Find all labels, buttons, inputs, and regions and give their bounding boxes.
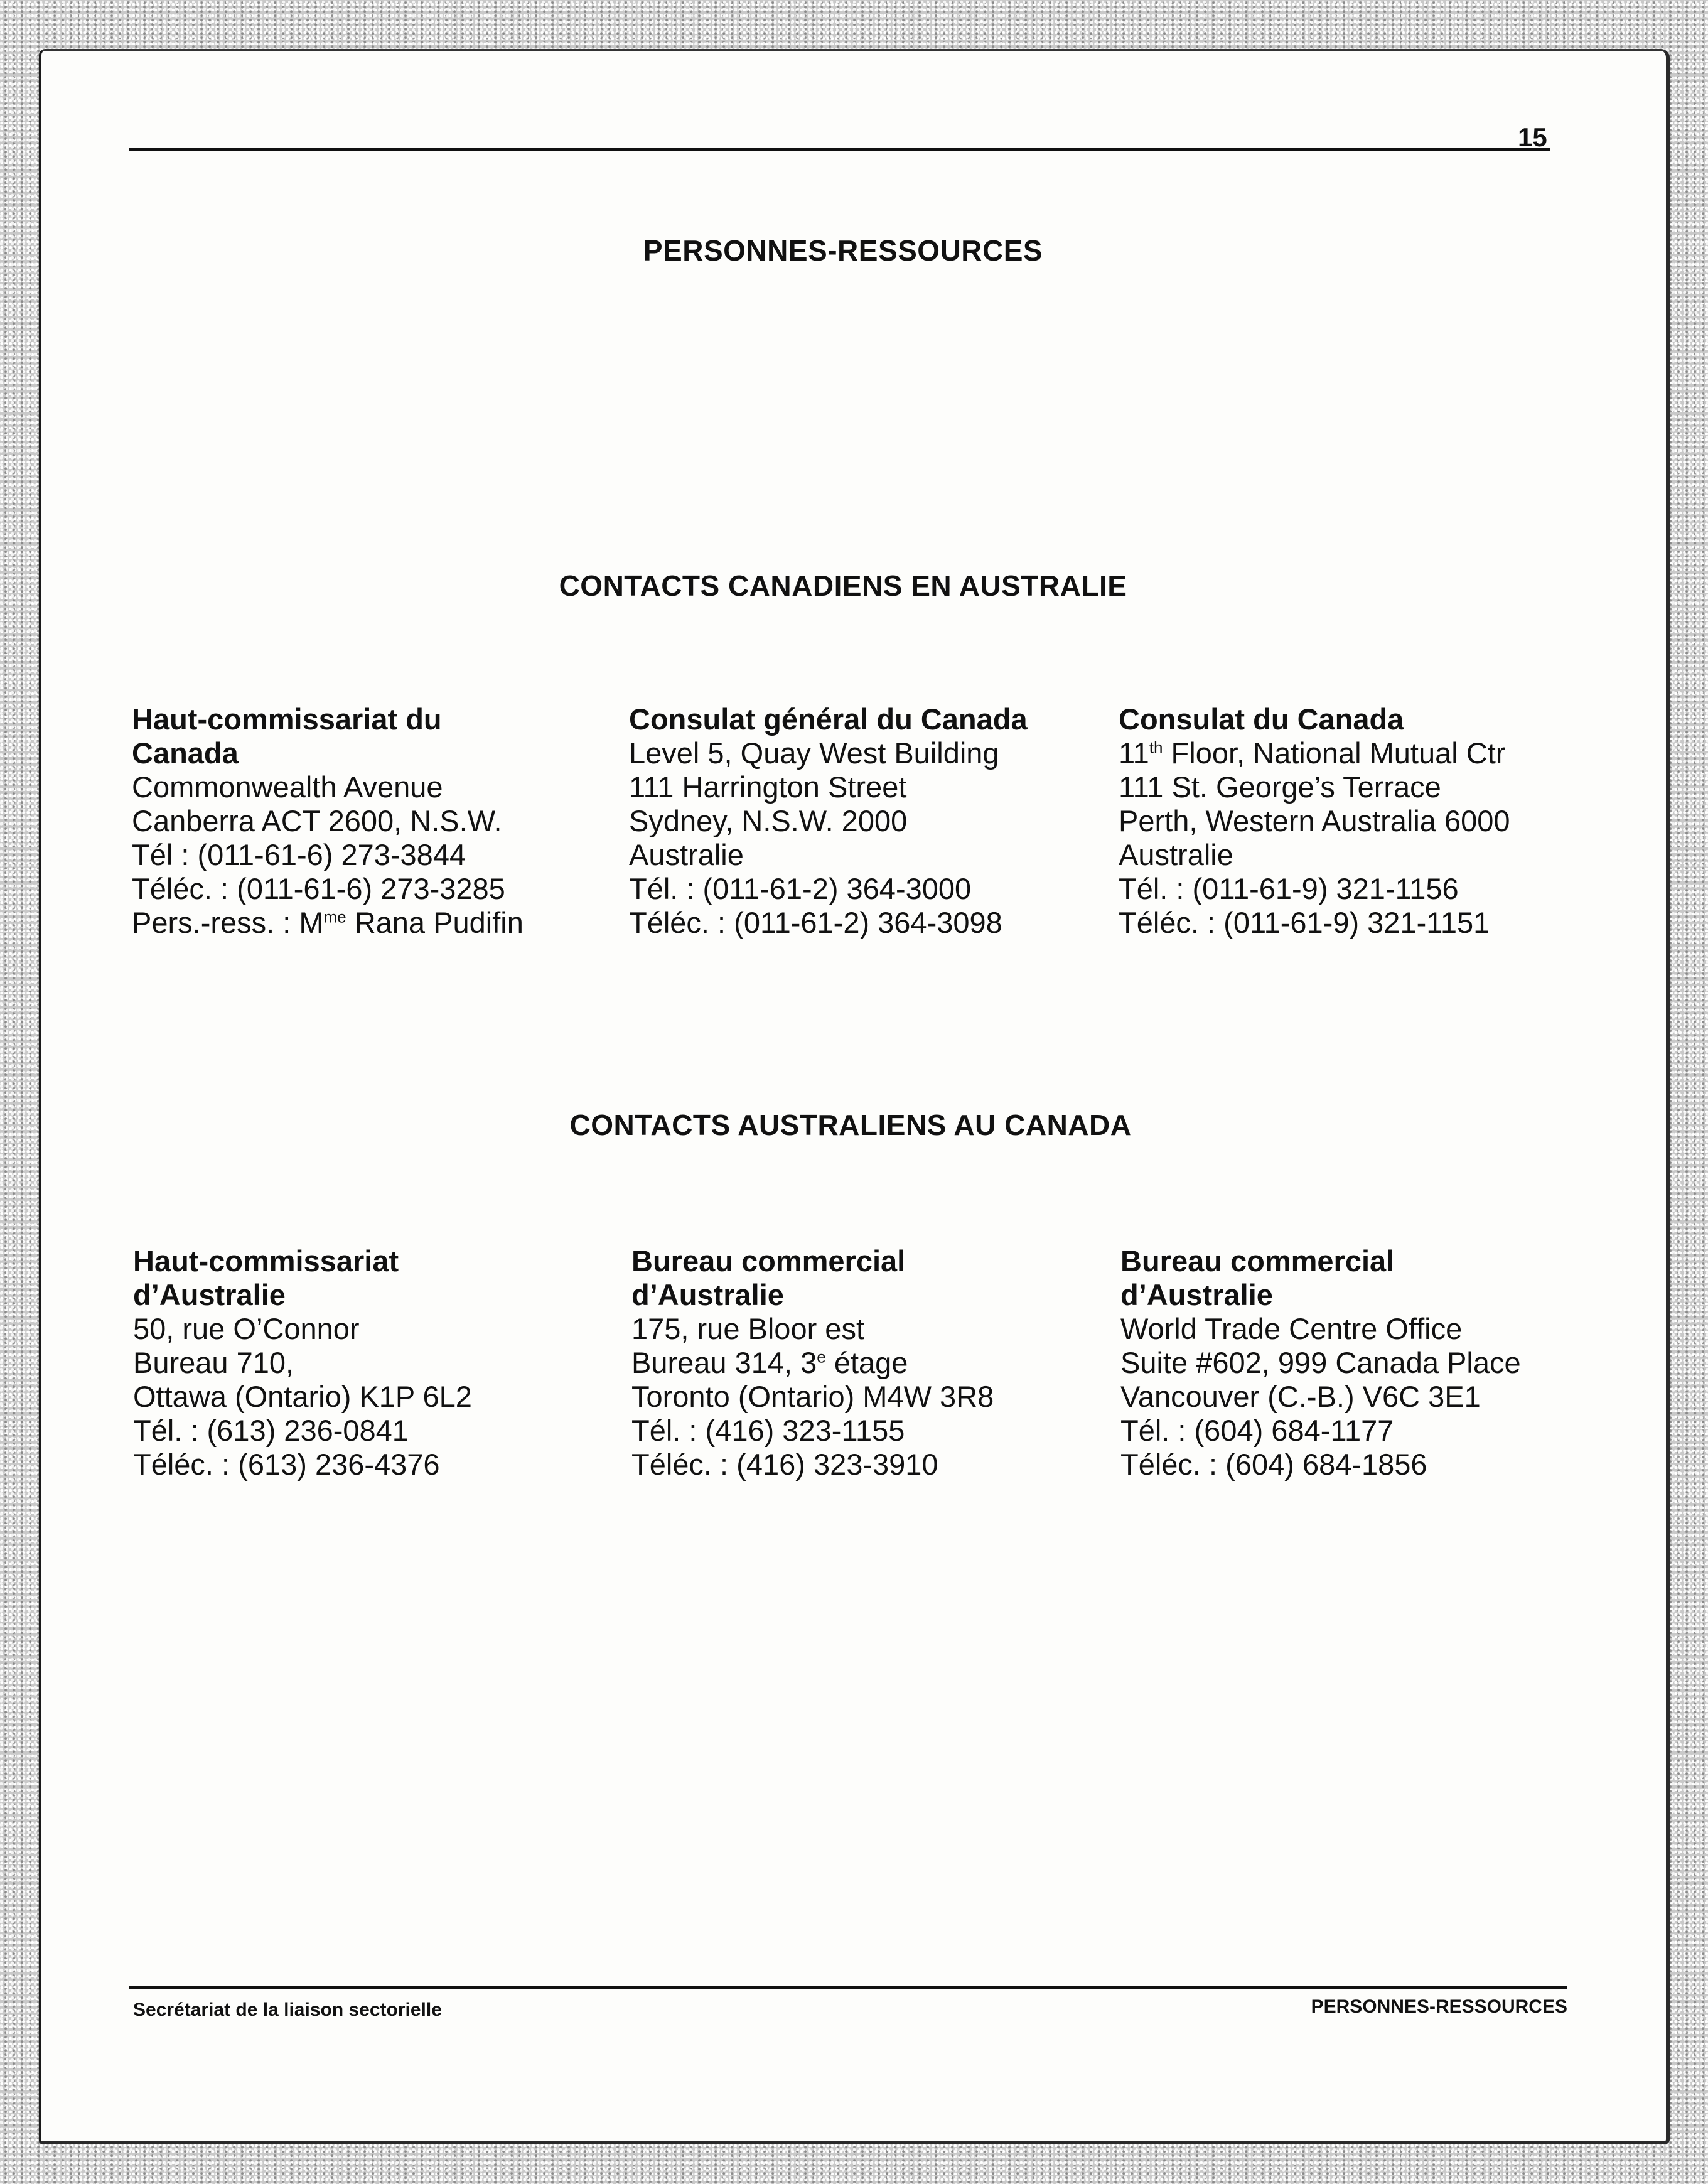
fax-line: Téléc. : (416) 323-3910 (631, 1448, 938, 1481)
fax-line: Téléc. : (613) 236-4376 (133, 1448, 440, 1481)
phone-line: Tél. : (011-61-9) 321-1156 (1119, 872, 1459, 905)
address-line: Vancouver (C.-B.) V6C 3E1 (1120, 1380, 1481, 1413)
document-page (39, 49, 1670, 2144)
address-line: Sydney, N.S.W. 2000 (629, 804, 908, 837)
address-line: World Trade Centre Office (1120, 1312, 1463, 1345)
phone-line: Tél. : (604) 684-1177 (1120, 1414, 1394, 1447)
page-title: PERSONNES-RESSOURCES (643, 234, 1043, 267)
phone-line: Tél. : (416) 323-1155 (631, 1414, 905, 1447)
contact-block-vancouver (1120, 1244, 1610, 1482)
australia-section-heading: CONTACTS AUSTRALIENS AU CANADA (569, 1109, 1132, 1141)
address-line: Canberra ACT 2600, N.S.W. (132, 804, 502, 837)
contact-block-canberra (132, 702, 621, 940)
contact-block-toronto (631, 1244, 1121, 1482)
footer-rule (129, 1986, 1567, 1989)
address-line: Perth, Western Australia 6000 (1119, 804, 1510, 837)
address-line: Commonwealth Avenue (132, 770, 443, 804)
office-name: d’Australie (133, 1278, 286, 1311)
office-name: Consulat général du Canada (629, 702, 1028, 736)
header-rule (129, 148, 1550, 151)
office-name: d’Australie (631, 1278, 784, 1311)
contact-block-ottawa (133, 1244, 623, 1482)
address-line: 175, rue Bloor est (631, 1312, 864, 1345)
footer-left-text: Secrétariat de la liaison sectorielle (133, 1999, 442, 2020)
office-name: Bureau commercial (631, 1244, 906, 1278)
address-line: Ottawa (Ontario) K1P 6L2 (133, 1380, 472, 1413)
phone-line: Tél. : (011-61-2) 364-3000 (629, 872, 972, 905)
office-name: Haut-commissariat (133, 1244, 399, 1278)
address-line: Australie (1119, 838, 1233, 871)
fax-line: Téléc. : (011-61-6) 273-3285 (132, 872, 505, 905)
contact-block-sydney (629, 702, 1119, 940)
office-name: Consulat du Canada (1119, 702, 1404, 736)
phone-line: Tél. : (613) 236-0841 (133, 1414, 409, 1447)
footer-right-text: PERSONNES-RESSOURCES (1311, 1996, 1567, 2017)
address-line: Level 5, Quay West Building (629, 736, 999, 770)
office-name: Bureau commercial (1120, 1244, 1395, 1278)
office-name: d’Australie (1120, 1278, 1273, 1311)
office-name: Canada (132, 736, 239, 770)
address-line: Bureau 710, (133, 1346, 294, 1379)
address-line: Bureau 314, 3e étage (631, 1346, 908, 1379)
fax-line: Téléc. : (604) 684-1856 (1120, 1448, 1427, 1481)
contact-person-line: Pers.-ress. : $M^{me}$ Rana Pudifin (132, 906, 524, 939)
fax-line: Téléc. : (011-61-9) 321-1151 (1119, 906, 1490, 939)
address-line: Suite #602, 999 Canada Place (1120, 1346, 1521, 1379)
fax-line: Téléc. : (011-61-2) 364-3098 (629, 906, 1002, 939)
page-number: 15 (1518, 122, 1547, 152)
contact-block-perth (1119, 702, 1608, 940)
canada-section-heading: CONTACTS CANADIENS EN AUSTRALIE (559, 569, 1127, 602)
address-line: 50, rue O’Connor (133, 1312, 360, 1345)
address-line: Toronto (Ontario) M4W 3R8 (631, 1380, 994, 1413)
address-line: Australie (629, 838, 744, 871)
address-line: 11th Floor, National Mutual Ctr (1119, 736, 1506, 770)
address-line: 111 Harrington Street (629, 770, 907, 804)
address-line: 111 St. George’s Terrace (1119, 770, 1441, 804)
phone-line: Tél : (011-61-6) 273-3844 (132, 838, 466, 871)
office-name: Haut-commissariat du (132, 702, 442, 736)
